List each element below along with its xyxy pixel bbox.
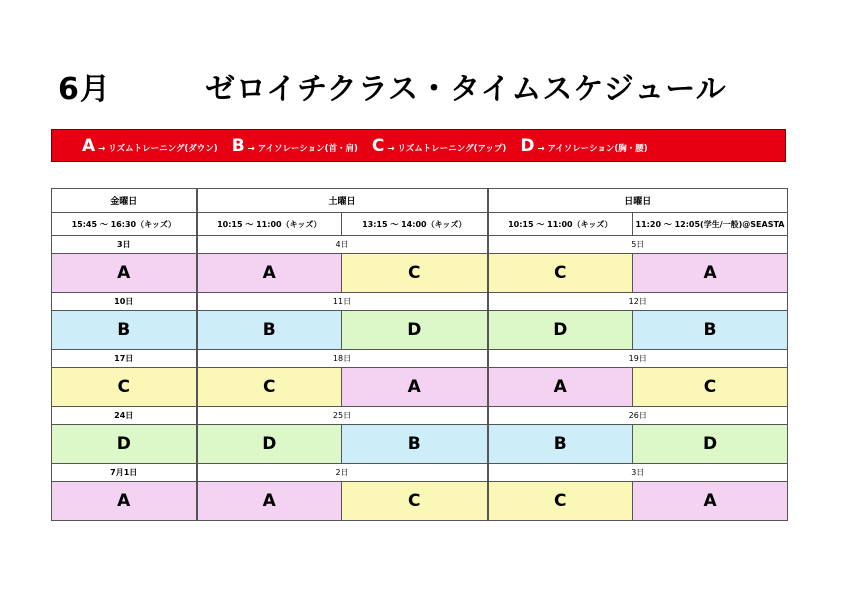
date-cell: 11日 bbox=[197, 293, 488, 311]
class-cell: B bbox=[633, 311, 788, 350]
date-cell: 24日 bbox=[52, 407, 197, 425]
date-cell: 19日 bbox=[488, 350, 788, 368]
date-row bbox=[52, 236, 788, 254]
class-cell: A bbox=[197, 254, 342, 293]
class-cell: D bbox=[197, 425, 342, 464]
legend-letter: B bbox=[231, 135, 245, 156]
class-cell: C bbox=[52, 368, 197, 407]
class-cell: D bbox=[52, 425, 197, 464]
legend-text: → リズムトレーニング(アップ) bbox=[387, 143, 507, 154]
legend-letter: D bbox=[520, 135, 535, 156]
date-cell: 25日 bbox=[197, 407, 488, 425]
class-cell: B bbox=[488, 425, 633, 464]
legend-letter: C bbox=[371, 135, 385, 156]
class-cell: A bbox=[342, 368, 488, 407]
legend-text: → アイソレーション(首・肩) bbox=[247, 143, 358, 154]
time-slot: 11:20 ～ 12:05(学生/一般)@SEASTA bbox=[633, 213, 788, 236]
time-slot: 15:45 ～ 16:30（キッズ） bbox=[52, 213, 197, 236]
legend-text: → アイソレーション(胸・腰) bbox=[537, 143, 648, 154]
legend-item-c bbox=[372, 136, 506, 156]
date-row bbox=[52, 464, 788, 482]
legend-letter: A bbox=[82, 135, 96, 156]
class-cell: D bbox=[633, 425, 788, 464]
class-cell: A bbox=[197, 482, 342, 521]
day-header-friday: 金曜日 bbox=[52, 189, 197, 213]
date-cell: 5日 bbox=[488, 236, 788, 254]
schedule-table bbox=[51, 188, 788, 521]
class-legend bbox=[51, 129, 786, 162]
date-cell: 3日 bbox=[52, 236, 197, 254]
legend-item-d bbox=[520, 136, 647, 156]
date-cell: 2日 bbox=[197, 464, 488, 482]
class-cell: A bbox=[633, 254, 788, 293]
class-cell: A bbox=[633, 482, 788, 521]
class-cell: C bbox=[197, 368, 342, 407]
date-cell: 3日 bbox=[488, 464, 788, 482]
time-slot: 10:15 ～ 11:00（キッズ） bbox=[197, 213, 342, 236]
month-title: 6月 bbox=[58, 72, 111, 107]
class-cell: B bbox=[197, 311, 342, 350]
class-cell: C bbox=[488, 254, 633, 293]
day-header-row bbox=[52, 189, 788, 213]
class-row bbox=[52, 482, 788, 521]
class-cell: C bbox=[488, 482, 633, 521]
class-row bbox=[52, 425, 788, 464]
class-cell: B bbox=[342, 425, 488, 464]
class-cell: D bbox=[342, 311, 488, 350]
date-row bbox=[52, 293, 788, 311]
day-header-sunday: 日曜日 bbox=[488, 189, 788, 213]
date-cell: 18日 bbox=[197, 350, 488, 368]
date-cell: 7月1日 bbox=[52, 464, 197, 482]
page-title: ゼロイチクラス・タイムスケジュール bbox=[205, 72, 727, 107]
date-row bbox=[52, 407, 788, 425]
date-cell: 17日 bbox=[52, 350, 197, 368]
class-cell: A bbox=[52, 482, 197, 521]
class-cell: D bbox=[488, 311, 633, 350]
legend-item-b bbox=[232, 136, 358, 156]
date-cell: 10日 bbox=[52, 293, 197, 311]
date-cell: 26日 bbox=[488, 407, 788, 425]
class-row bbox=[52, 254, 788, 293]
class-row bbox=[52, 368, 788, 407]
time-header-row bbox=[52, 213, 788, 236]
class-cell: C bbox=[342, 254, 488, 293]
date-cell: 12日 bbox=[488, 293, 788, 311]
class-cell: A bbox=[488, 368, 633, 407]
date-row bbox=[52, 350, 788, 368]
time-slot: 13:15 ～ 14:00（キッズ） bbox=[342, 213, 488, 236]
legend-text: → リズムトレーニング(ダウン) bbox=[98, 143, 218, 154]
day-header-saturday: 土曜日 bbox=[197, 189, 488, 213]
time-slot: 10:15 ～ 11:00（キッズ） bbox=[488, 213, 633, 236]
legend-item-a bbox=[82, 136, 218, 156]
class-cell: C bbox=[633, 368, 788, 407]
class-row bbox=[52, 311, 788, 350]
class-cell: A bbox=[52, 254, 197, 293]
class-cell: C bbox=[342, 482, 488, 521]
class-cell: B bbox=[52, 311, 197, 350]
date-cell: 4日 bbox=[197, 236, 488, 254]
